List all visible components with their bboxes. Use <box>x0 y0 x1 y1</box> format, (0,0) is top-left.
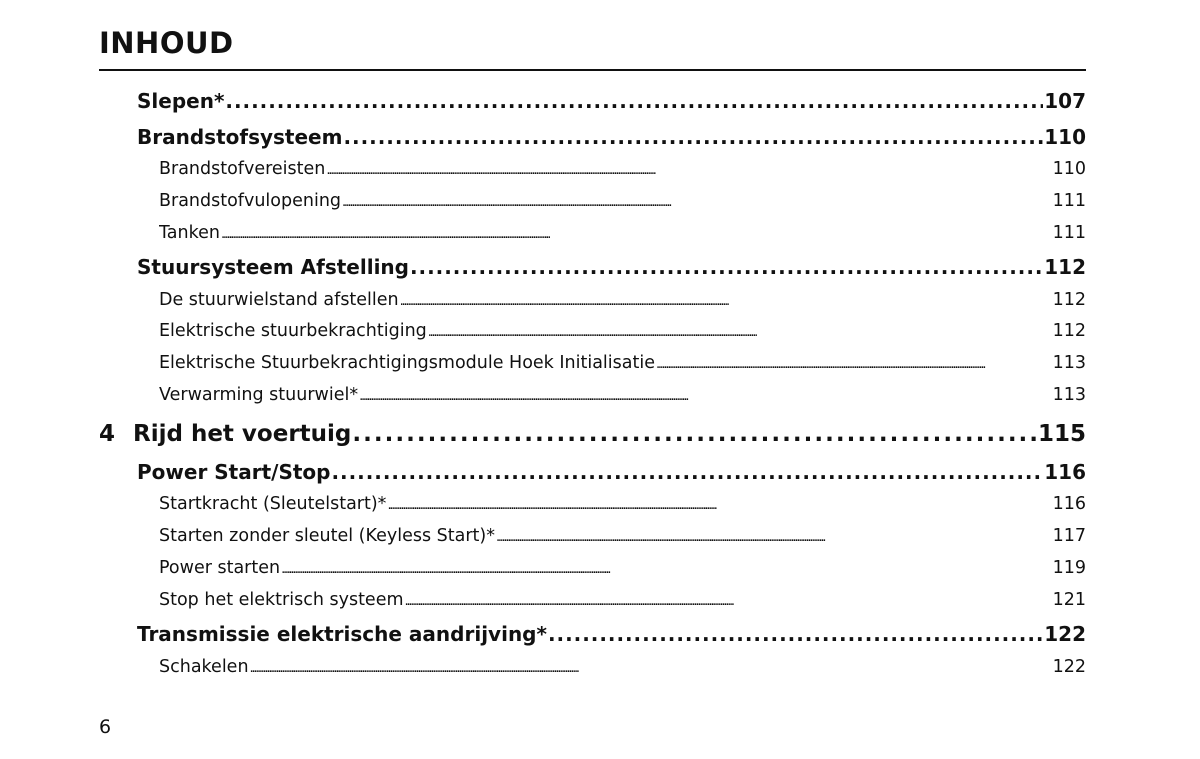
toc-entry-elektrische-stuurbekrachtiging[interactable] <box>159 321 1086 341</box>
dot-leader <box>221 223 1052 243</box>
toc-entry-label: Brandstofsysteem <box>137 125 343 149</box>
toc-entry-page: 107 <box>1044 89 1086 113</box>
toc-entry-label: Transmissie elektrische aandrijving* <box>137 622 547 646</box>
chapter-number: 4 <box>99 421 116 447</box>
page-number: 6 <box>99 716 112 738</box>
toc-entry-slepen[interactable] <box>137 89 1086 113</box>
dot-leader <box>410 255 1043 279</box>
toc-entry-page: 122 <box>1044 622 1086 646</box>
toc-entry-label: De stuurwielstand afstellen <box>159 290 399 310</box>
toc-entry-page: 113 <box>1052 385 1086 405</box>
dot-leader <box>331 460 1043 484</box>
toc-entry-transmissie[interactable] <box>137 622 1086 646</box>
dot-leader <box>326 159 1051 179</box>
toc-entry-page: 110 <box>1052 159 1086 179</box>
toc-entry-label: Stuursysteem Afstelling <box>137 255 409 279</box>
toc-entry-page: 122 <box>1052 657 1086 677</box>
toc-entry-page: 119 <box>1052 558 1086 578</box>
toc-entry-label: Rijd het voertuig <box>133 421 352 447</box>
toc-entry-power-start-stop[interactable] <box>137 460 1086 484</box>
dot-leader <box>405 590 1052 610</box>
toc-entry-label: Power starten <box>159 558 281 578</box>
toc-entry-power-starten[interactable] <box>159 558 1086 578</box>
dot-leader <box>387 494 1051 514</box>
toc-entry-hoek-initialisatie[interactable] <box>159 353 1086 373</box>
dot-leader <box>342 191 1052 211</box>
toc-entry-label: Power Start/Stop <box>137 460 331 484</box>
toc-entry-startkracht[interactable] <box>159 494 1086 514</box>
toc-entry-page: 117 <box>1052 526 1086 546</box>
toc-entry-stuurwielstand-afstellen[interactable] <box>159 290 1086 310</box>
toc-entry-page: 112 <box>1052 321 1086 341</box>
toc-entry-page: 112 <box>1052 290 1086 310</box>
dot-leader <box>548 622 1043 646</box>
toc-entry-page: 111 <box>1052 191 1086 211</box>
toc-entry-label: Elektrische stuurbekrachtiging <box>159 321 427 341</box>
toc-entry-label: Tanken <box>159 223 220 243</box>
toc-chapter-rijd-het-voertuig[interactable] <box>99 421 1086 447</box>
toc-entry-brandstofvulopening[interactable] <box>159 191 1086 211</box>
dot-leader <box>250 657 1052 677</box>
toc-entry-label: Stop het elektrisch systeem <box>159 590 404 610</box>
toc-entry-page: 121 <box>1052 590 1086 610</box>
toc-entry-keyless-start[interactable] <box>159 526 1086 546</box>
toc-entry-label: Starten zonder sleutel (Keyless Start)* <box>159 526 495 546</box>
toc-entry-label: Verwarming stuurwiel* <box>159 385 359 405</box>
title-divider <box>99 69 1086 71</box>
toc-entry-page: 111 <box>1052 223 1086 243</box>
toc-entry-stop-elektrisch-systeem[interactable] <box>159 590 1086 610</box>
dot-leader <box>656 353 1052 373</box>
toc-entry-label: Startkracht (Sleutelstart)* <box>159 494 387 514</box>
toc-entry-page: 110 <box>1044 125 1086 149</box>
toc-entry-page: 115 <box>1037 421 1086 447</box>
toc-entry-page: 113 <box>1052 353 1086 373</box>
toc-entry-label: Schakelen <box>159 657 249 677</box>
toc-entry-label: Brandstofvulopening <box>159 191 342 211</box>
dot-leader <box>281 558 1052 578</box>
dot-leader <box>400 290 1052 310</box>
toc-entry-page: 112 <box>1044 255 1086 279</box>
toc-entry-label: Slepen* <box>137 89 225 113</box>
toc-entry-page: 116 <box>1052 494 1086 514</box>
page-title: INHOUD <box>99 26 234 60</box>
dot-leader <box>428 321 1052 341</box>
toc-entry-verwarming-stuurwiel[interactable] <box>159 385 1086 405</box>
toc-entry-schakelen[interactable] <box>159 657 1086 677</box>
toc-entry-page: 116 <box>1044 460 1086 484</box>
toc-entry-brandstofsysteem[interactable] <box>137 125 1086 149</box>
dot-leader <box>225 89 1043 113</box>
dot-leader <box>352 421 1037 447</box>
dot-leader <box>496 526 1052 546</box>
dot-leader <box>359 385 1052 405</box>
toc-entry-tanken[interactable] <box>159 223 1086 243</box>
toc-entry-stuursysteem-afstelling[interactable] <box>137 255 1086 279</box>
dot-leader <box>343 125 1043 149</box>
toc-entry-label: Elektrische Stuurbekrachtigingsmodule Hoek Initialisatie <box>159 353 655 373</box>
toc-entry-label: Brandstofvereisten <box>159 159 326 179</box>
toc-entry-brandstofvereisten[interactable] <box>159 159 1086 179</box>
